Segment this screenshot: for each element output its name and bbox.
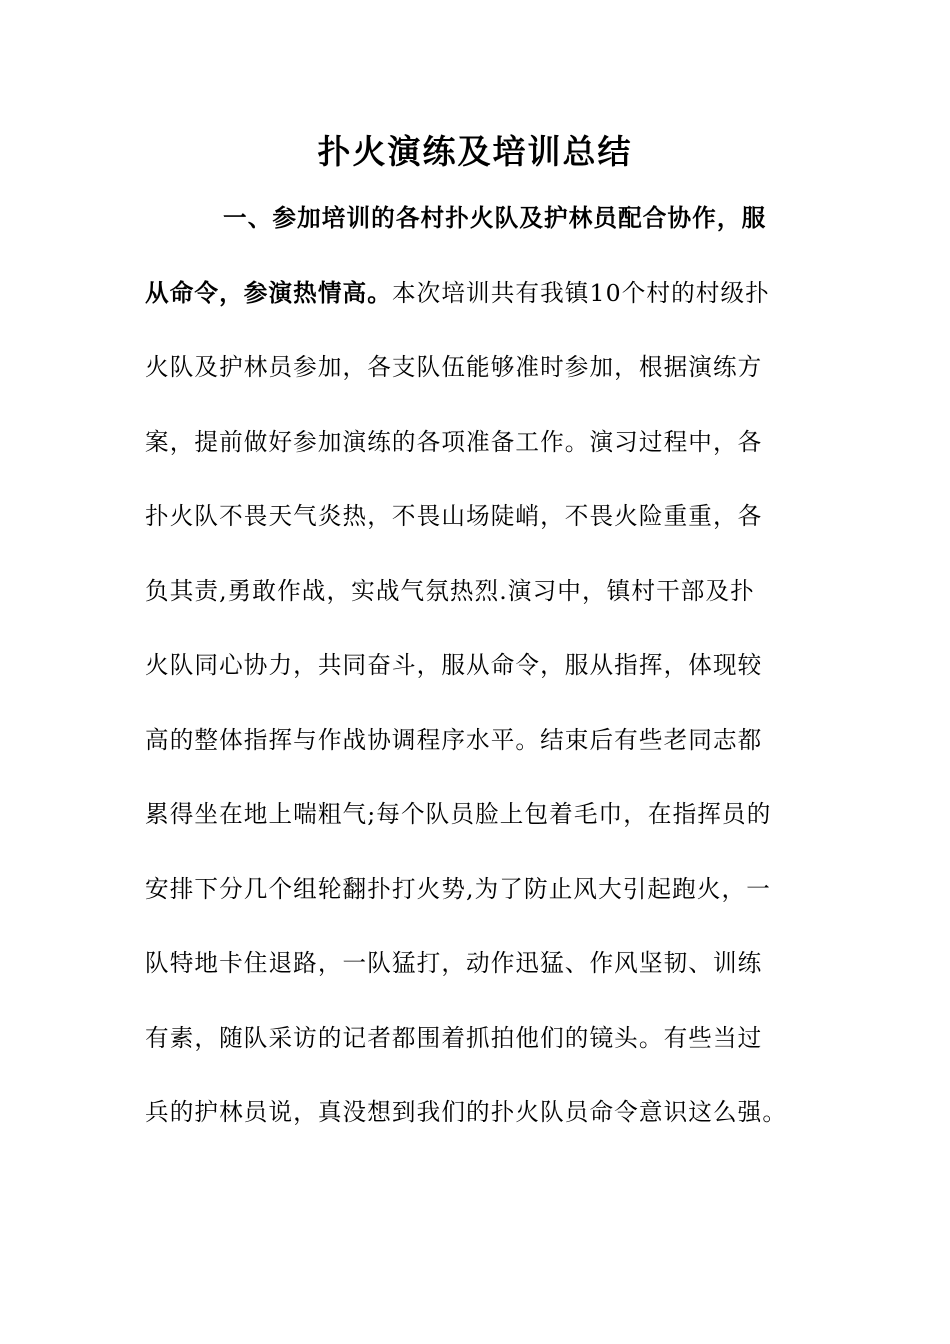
text-line xyxy=(145,642,800,717)
bold-heading-text: 一、参加培训的各村扑火队及护林员配合协作，服 xyxy=(223,204,767,232)
body-text: 火队及护林员参加，各支队伍能够准时参加，根据演练方 xyxy=(145,353,763,381)
text-line xyxy=(145,1089,800,1164)
text-line xyxy=(145,493,800,568)
body-text: 兵的护林员说，真没想到我们的扑火队员命令意识这么强。 xyxy=(145,1098,788,1126)
body-text: 火队同心协力，共同奋斗，服从命令，服从指挥，体现较 xyxy=(145,651,763,679)
bold-heading-text: 从命令，参演热情高。 xyxy=(145,278,392,307)
body-text: 有素，随队采访的记者都围着抓拍他们的镜头。有些当过 xyxy=(145,1023,763,1052)
body-text: 本次培训共有我镇10个村的村级扑 xyxy=(391,278,770,307)
body-text: 高的整体指挥与作战协调程序水平。结束后有些老同志都 xyxy=(145,725,763,754)
body-text: 累得坐在地上喘粗气;每个队员脸上包着毛巾，在指挥员的 xyxy=(145,800,772,828)
text-line xyxy=(145,791,800,866)
text-line xyxy=(145,195,800,270)
body-text: 案，提前做好参加演练的各项准备工作。演习过程中，各 xyxy=(145,427,763,456)
body-text: 安排下分几个组轮翻扑打火势,为了防止风大引起跑火，一 xyxy=(145,874,771,903)
document-title: 扑火演练及培训总结 xyxy=(317,132,633,171)
body-text: 负其责,勇敢作战，实战气氛热烈.演习中，镇村干部及扑 xyxy=(145,576,755,605)
body-text: 队特地卡住退路，一队猛打，动作迅猛、作风坚韧、训练 xyxy=(145,949,763,977)
text-line xyxy=(145,940,800,1015)
body-text: 扑火队不畏天气炎热，不畏山场陡峭，不畏火险重重，各 xyxy=(145,502,763,530)
text-line xyxy=(145,717,800,792)
text-line xyxy=(145,344,800,419)
text-line xyxy=(145,866,800,941)
body-paragraph xyxy=(145,195,800,1164)
text-line xyxy=(145,419,800,494)
text-line xyxy=(145,270,800,345)
text-line xyxy=(145,1015,800,1090)
text-line xyxy=(145,568,800,643)
